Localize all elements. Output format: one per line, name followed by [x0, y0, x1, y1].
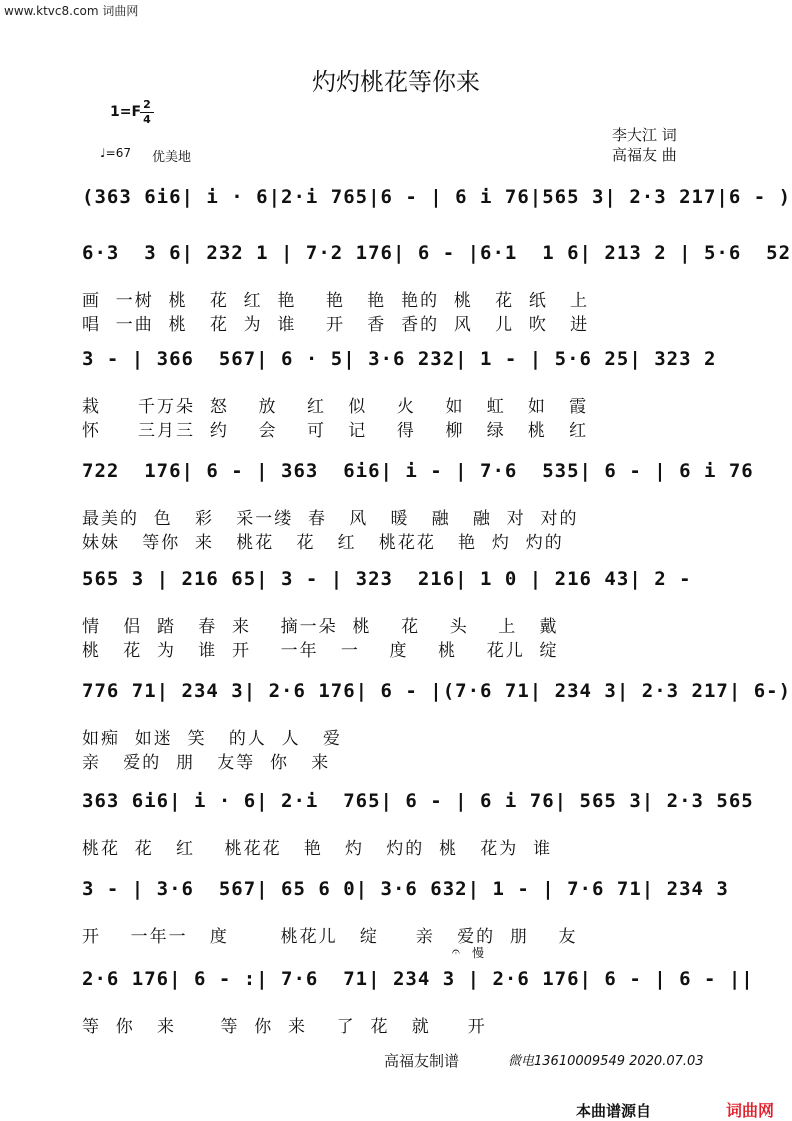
lyric-line: 开 一年一 度 桃花儿 绽 亲 爱的 朋 友 [82, 927, 578, 947]
notation-line: 776 71| 234 3| 2·6 176| 6 - |(7·6 71| 234 3| 2·3 217| 6-) [82, 680, 792, 702]
lyric-line: 画 一树 桃 花 红 艳 艳 艳 艳的 桃 花 纸 上 [82, 291, 590, 311]
lyric-line: 唱 一曲 桃 花 为 谁 开 香 香的 风 儿 吹 进 [82, 315, 590, 335]
lyric-line: 桃花 花 红 桃花花 艳 灼 灼的 桃 花为 谁 [82, 839, 553, 859]
composer: 高福友 曲 [612, 146, 677, 164]
lyric-line: 最美的 色 彩 采一缕 春 风 暖 融 融 对 对的 [82, 509, 579, 529]
lyric-line: 桃 花 为 谁 开 一年 一 度 桃 花儿 绽 [82, 641, 559, 661]
lyric-line: 等 你 来 等 你 来 了 花 就 开 [82, 1017, 487, 1037]
score-maker: 高福友制谱 [384, 1052, 460, 1070]
time-signature [140, 99, 154, 126]
lyricist: 李大江 词 [612, 126, 677, 144]
key-signature: 1=F [110, 104, 142, 120]
notation-line: 565 3 | 216 65| 3 - | 323 216| 1 0 | 216 43| 2 - [82, 568, 692, 590]
tempo-mark: ♩=67 [100, 146, 131, 160]
contact-info: 微电13610009549 2020.07.03 [508, 1054, 704, 1069]
lyric-line: 情 侣 踏 春 来 摘一朵 桃 花 头 上 戴 [82, 617, 559, 637]
time-sig-bottom: 4 [143, 113, 151, 126]
expression-mark: 优美地 [152, 150, 192, 165]
lyric-line: 栽 千万朵 怒 放 红 似 火 如 虹 如 霞 [82, 397, 589, 417]
ritardando-mark: 慢 [472, 946, 485, 960]
notation-line: 722 176| 6 - | 363 6i6| i - | 7·6 535| 6 - | 6 i 76 [82, 460, 754, 482]
notation-line: (363 6i6| i · 6|2·i 765|6 - | 6 i 76|565 3| 2·3 217|6 - ) [82, 186, 792, 208]
lyric-line: 亲 爱的 朋 友等 你 来 [82, 753, 331, 773]
site-logo-text: 词曲网 [726, 1101, 775, 1120]
notation-line: 363 6i6| i · 6| 2·i 765| 6 - | 6 i 76| 565 3| 2·3 565 [82, 790, 754, 812]
lyric-line: 如痴 如迷 笑 的人 人 爱 [82, 729, 342, 749]
source-label: 本曲谱源自 [576, 1102, 652, 1120]
notation-line: 3 - | 366 567| 6 · 5| 3·6 232| 1 - | 5·6 25| 323 2 [82, 348, 717, 370]
notation-line: 2·6 176| 6 - :| 7·6 71| 234 3 | 2·6 176| 6 - | 6 - || [82, 968, 754, 990]
site-url: www.ktvc8.com 词曲网 [4, 4, 139, 18]
lyric-line: 妹妹 等你 来 桃花 花 红 桃花花 艳 灼 灼的 [82, 533, 564, 553]
page-title: 灼灼桃花等你来 [312, 68, 480, 96]
fermata-icon: 𝄐 [452, 944, 460, 960]
lyric-line: 怀 三月三 约 会 可 记 得 柳 绿 桃 红 [82, 421, 589, 441]
notation-line: 6·3 3 6| 232 1 | 7·2 176| 6 - |6·1 1 6| 213 2 | 5·6 52 [82, 242, 792, 264]
time-sig-top: 2 [143, 98, 151, 111]
notation-line: 3 - | 3·6 567| 65 6 0| 3·6 632| 1 - | 7·6 71| 234 3 [82, 878, 729, 900]
